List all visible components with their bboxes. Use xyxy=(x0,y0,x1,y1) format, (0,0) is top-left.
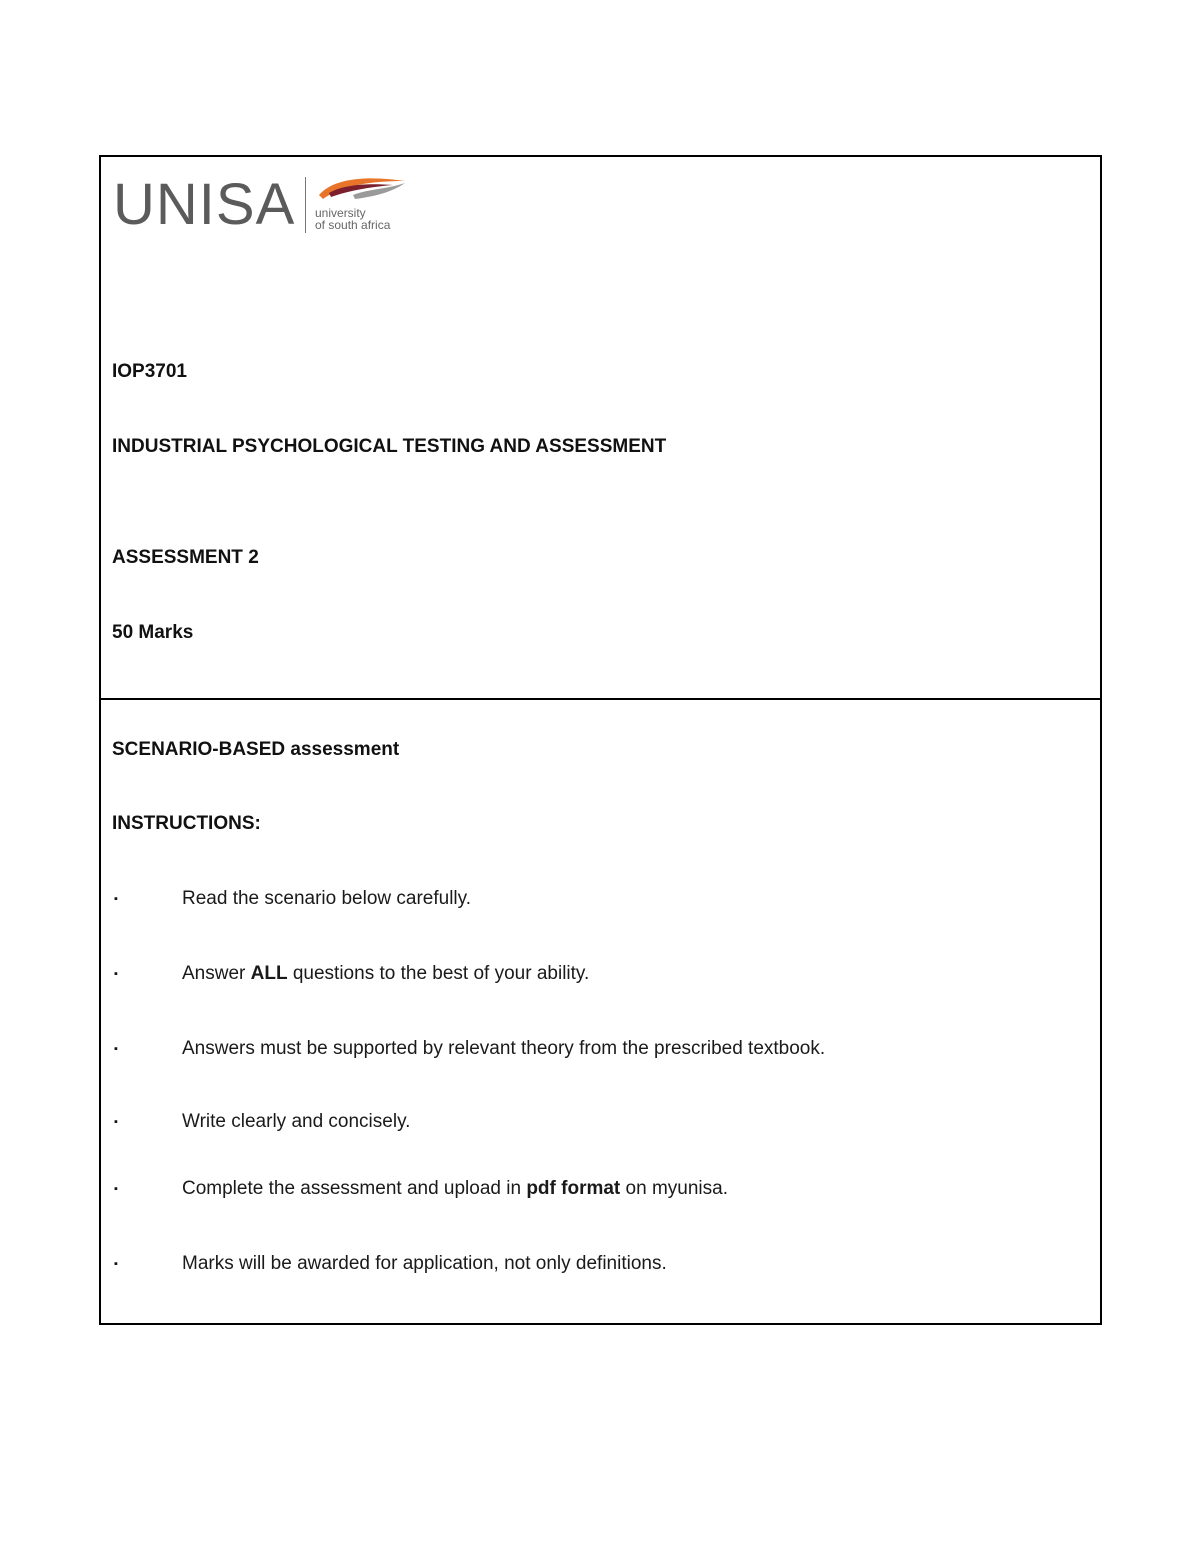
bullet-icon: ▪ xyxy=(114,968,118,980)
bullet-icon: ▪ xyxy=(114,1183,118,1195)
instruction-item: Marks will be awarded for application, not only definitions. xyxy=(182,1253,667,1274)
bullet-icon: ▪ xyxy=(114,1116,118,1128)
instruction-item: Read the scenario below carefully. xyxy=(182,888,472,909)
course-code: IOP3701 xyxy=(112,361,187,382)
bullet-icon: ▪ xyxy=(114,893,118,905)
logo-wordmark: UNISA xyxy=(113,172,296,237)
document-frame xyxy=(99,155,1102,1325)
assessment-type xyxy=(112,739,399,761)
assessment-type-bold: SCENARIO-BASED xyxy=(112,739,286,760)
total-marks: 50 Marks xyxy=(112,622,194,643)
instruction-item: Write clearly and concisely. xyxy=(182,1111,411,1132)
unisa-logo xyxy=(111,171,411,241)
assessment-type-rest: assessment xyxy=(290,739,400,760)
bullet-icon: ▪ xyxy=(114,1043,118,1055)
section-divider xyxy=(101,698,1100,700)
assessment-number: ASSESSMENT 2 xyxy=(112,547,259,568)
instruction-item: Complete the assessment and upload in pdf format on myunisa. xyxy=(182,1178,728,1199)
instructions-heading: INSTRUCTIONS: xyxy=(112,813,261,834)
logo-subtitle-line1: university xyxy=(315,206,366,220)
course-title: INDUSTRIAL PSYCHOLOGICAL TESTING AND ASSESSMENT xyxy=(112,436,667,457)
logo-subtitle-line2: of south africa xyxy=(315,218,391,232)
logo-subtitle xyxy=(315,207,390,231)
logo-separator xyxy=(305,177,306,233)
bullet-icon: ▪ xyxy=(114,1258,118,1270)
instruction-item: Answer ALL questions to the best of your ability. xyxy=(182,963,590,984)
bird-emblem-icon xyxy=(313,173,408,205)
instruction-item: Answers must be supported by relevant theory from the prescribed textbook. xyxy=(182,1038,826,1059)
